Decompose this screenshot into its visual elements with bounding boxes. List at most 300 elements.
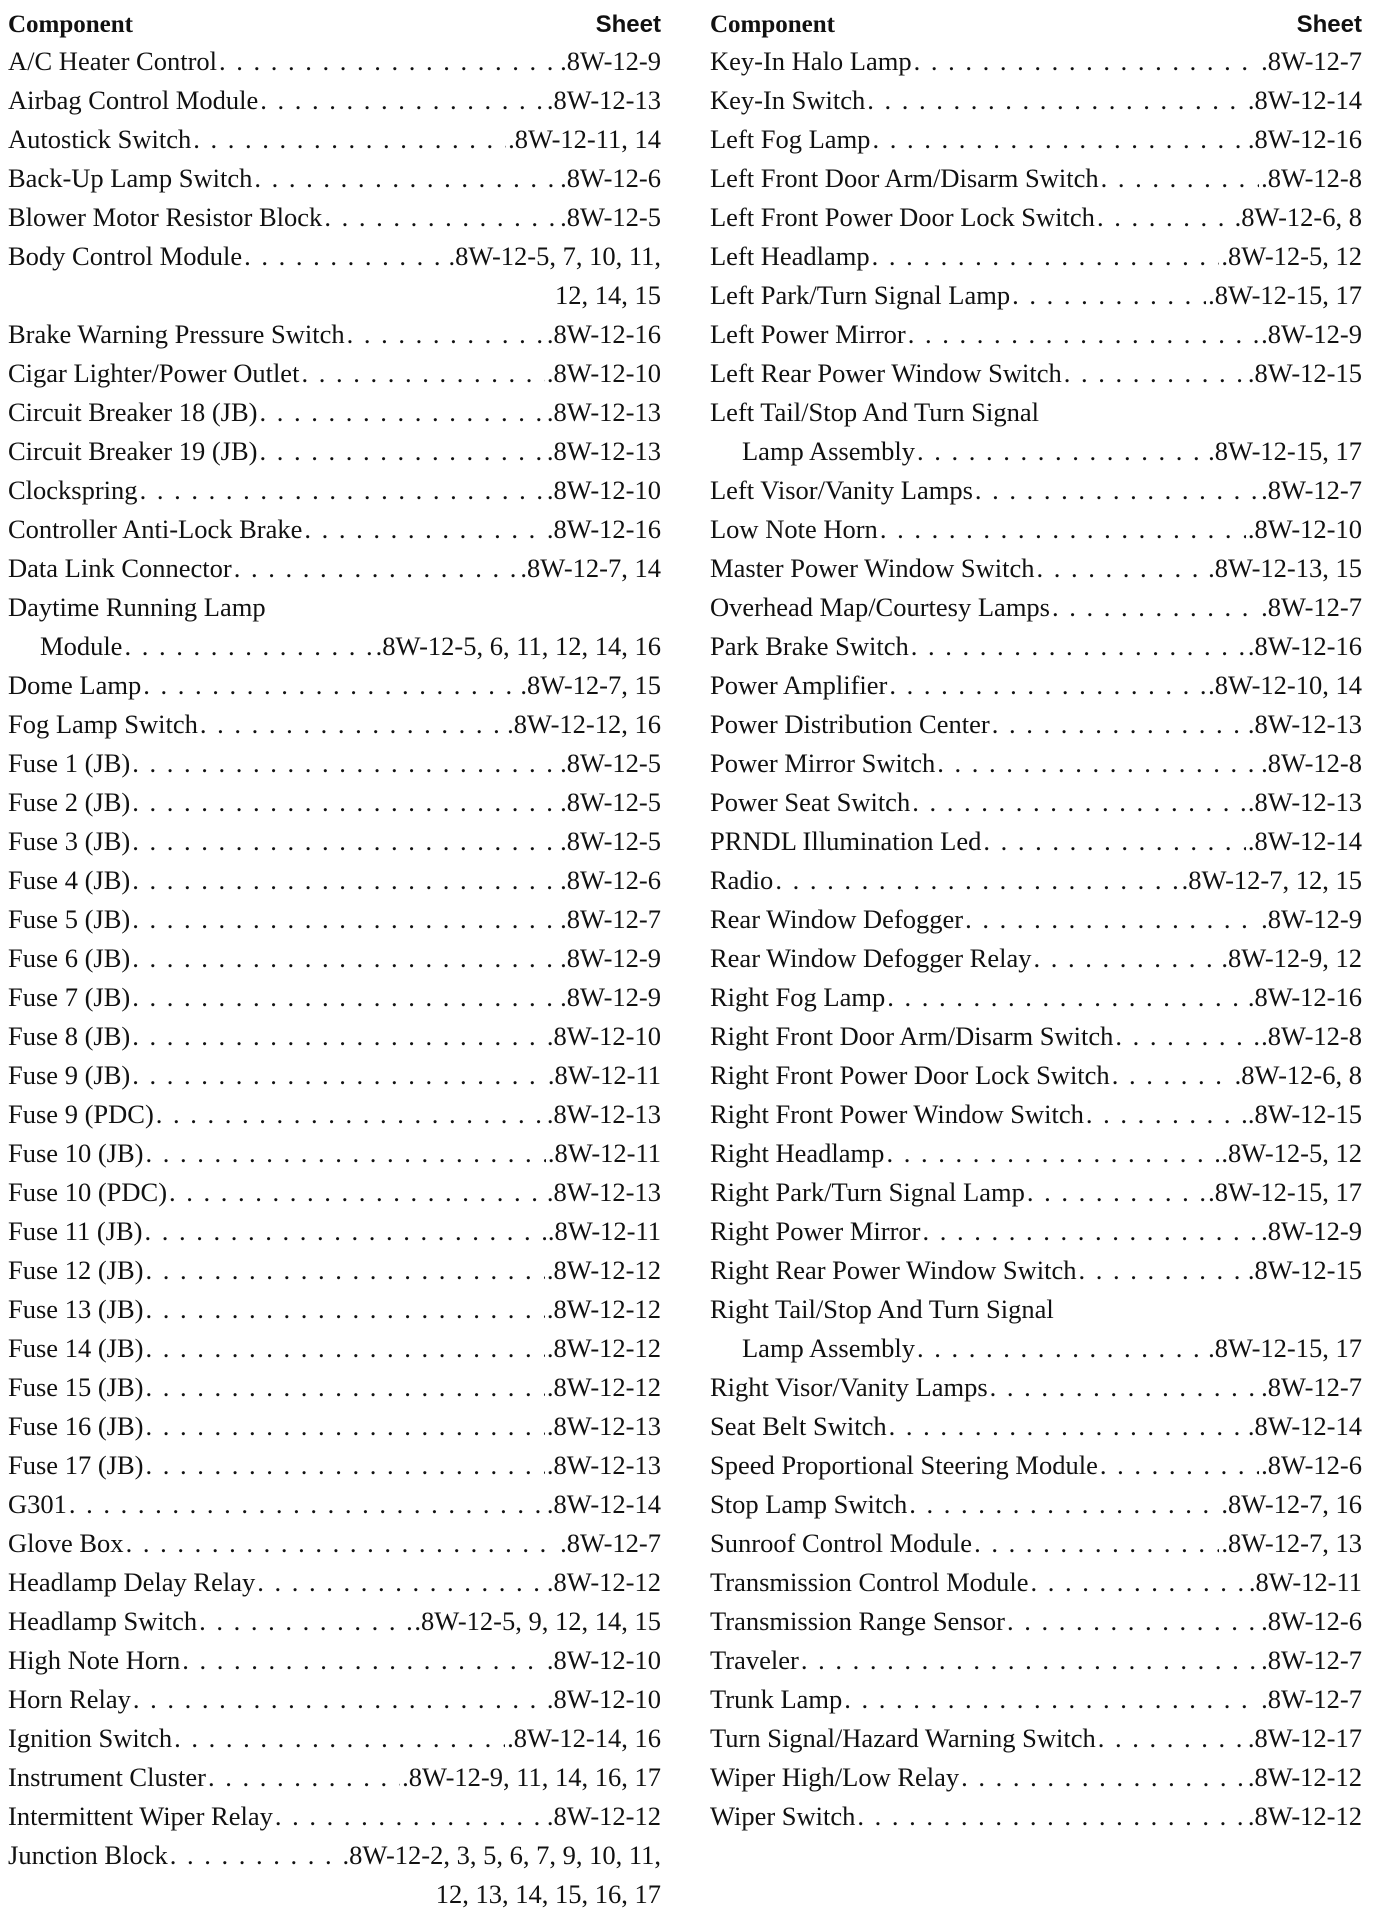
dot-leader — [1031, 1567, 1247, 1598]
component-name: A/C Heater Control — [8, 46, 218, 76]
sheet-reference: .8W-12-15, 17 — [1208, 436, 1362, 466]
component-name: High Note Horn — [8, 1645, 181, 1675]
dot-leader — [914, 46, 1260, 77]
component-name: Lamp Assembly — [742, 1333, 915, 1363]
index-entry — [8, 818, 661, 857]
sheet-reference: .8W-12-6 — [560, 163, 661, 193]
component-name: Lamp Assembly — [742, 436, 915, 466]
dot-leader — [347, 319, 545, 350]
index-entry — [8, 1052, 661, 1091]
component-name: Left Front Power Door Lock Switch — [710, 202, 1095, 232]
component-name: Wiper High/Low Relay — [710, 1762, 960, 1792]
component-name: Fuse 6 (JB) — [8, 943, 131, 973]
index-entry — [710, 155, 1362, 194]
sheet-reference: .8W-12-15, 17 — [1208, 280, 1362, 310]
dot-leader — [304, 514, 545, 545]
index-entry — [710, 1481, 1362, 1520]
dot-leader — [872, 124, 1245, 155]
index-entry — [710, 1130, 1362, 1169]
component-name: Rear Window Defogger Relay — [710, 943, 1032, 973]
index-entry — [710, 818, 1362, 857]
dot-leader — [1078, 1255, 1245, 1286]
dot-leader — [974, 1528, 1219, 1559]
component-name: Autostick Switch — [8, 124, 192, 154]
index-entry — [710, 467, 1362, 506]
dot-leader — [132, 787, 558, 818]
component-name: Circuit Breaker 19 (JB) — [8, 436, 258, 466]
sheet-reference: .8W-12-5, 7, 10, 11, — [448, 241, 661, 271]
component-name: Power Mirror Switch — [710, 748, 936, 778]
dot-leader — [1012, 280, 1206, 311]
component-name: Junction Block — [8, 1840, 168, 1870]
sheet-reference: .8W-12-7 — [1261, 1372, 1362, 1402]
dot-leader — [200, 709, 505, 740]
index-entry — [710, 1325, 1362, 1364]
left-column — [8, 6, 661, 1910]
index-entry — [8, 155, 661, 194]
dot-leader — [908, 319, 1259, 350]
sheet-reference: .8W-12-5, 9, 12, 14, 15 — [414, 1606, 661, 1636]
component-name: Fuse 8 (JB) — [8, 1021, 131, 1051]
sheet-reference: .8W-12-12 — [546, 1294, 661, 1324]
component-name: Power Seat Switch — [710, 787, 911, 817]
index-entry — [710, 272, 1362, 311]
sheet-reference: .8W-12-12 — [1247, 1762, 1362, 1792]
right-column-header — [710, 6, 1362, 38]
component-name: Rear Window Defogger — [710, 904, 964, 934]
sheet-reference: .8W-12-5 — [560, 202, 661, 232]
dot-leader — [145, 1372, 544, 1403]
index-entry — [710, 506, 1362, 545]
component-name: Fuse 3 (JB) — [8, 826, 131, 856]
sheet-reference: .8W-12-13 — [546, 85, 661, 115]
sheet-reference-continuation: 12, 14, 15 — [555, 280, 661, 310]
dot-leader — [193, 124, 506, 155]
index-entry — [8, 38, 661, 77]
component-name: Right Front Door Arm/Disarm Switch — [710, 1021, 1114, 1051]
sheet-reference: .8W-12-5 — [560, 826, 661, 856]
component-name: Right Rear Power Window Switch — [710, 1255, 1077, 1285]
index-entry — [8, 779, 661, 818]
index-entry — [710, 896, 1362, 935]
index-entry — [8, 1598, 661, 1637]
index-entry — [710, 623, 1362, 662]
component-name: Fuse 13 (JB) — [8, 1294, 144, 1324]
sheet-heading: Sheet — [1296, 11, 1362, 38]
dot-leader — [801, 1645, 1259, 1676]
component-name: Ignition Switch — [8, 1723, 173, 1753]
dot-leader — [145, 1294, 544, 1325]
sheet-reference: .8W-12-5, 6, 11, 12, 14, 16 — [375, 631, 661, 661]
component-name: Fuse 5 (JB) — [8, 904, 131, 934]
component-name: Seat Belt Switch — [710, 1411, 887, 1441]
dot-leader — [132, 904, 558, 935]
dot-leader — [145, 1333, 544, 1364]
dot-leader — [219, 46, 558, 77]
dot-leader — [937, 748, 1259, 779]
sheet-reference: .8W-12-16 — [546, 319, 661, 349]
index-entry — [8, 1286, 661, 1325]
component-name: Controller Anti-Lock Brake — [8, 514, 303, 544]
component-name: Fuse 12 (JB) — [8, 1255, 144, 1285]
component-name: Low Note Horn — [710, 514, 878, 544]
dot-leader — [133, 1684, 545, 1715]
index-entry — [8, 1481, 661, 1520]
component-name: Cigar Lighter/Power Outlet — [8, 358, 300, 388]
component-name: Fuse 2 (JB) — [8, 787, 131, 817]
index-entry — [8, 506, 661, 545]
sheet-reference: .8W-12-10 — [546, 1021, 661, 1051]
dot-leader — [775, 865, 1179, 896]
dot-leader — [975, 475, 1259, 506]
dot-leader — [170, 1840, 341, 1871]
index-entry — [710, 116, 1362, 155]
dot-leader — [844, 1684, 1259, 1715]
dot-leader — [886, 1138, 1219, 1169]
sheet-reference: .8W-12-9 — [560, 46, 661, 76]
sheet-reference: .8W-12-7 — [560, 1528, 661, 1558]
dot-leader — [867, 85, 1246, 116]
dot-leader — [1007, 1606, 1259, 1637]
dot-leader — [144, 1216, 545, 1247]
component-name: Key-In Halo Lamp — [710, 46, 912, 76]
sheet-reference: .8W-12-12 — [546, 1255, 661, 1285]
index-entry — [8, 1754, 661, 1793]
dot-leader — [961, 1762, 1246, 1793]
index-entry — [8, 1637, 661, 1676]
index-entry — [8, 389, 661, 428]
sheet-reference: .8W-12-7 — [1261, 46, 1362, 76]
dot-leader — [880, 514, 1246, 545]
index-entry — [8, 545, 661, 584]
index-entry — [8, 1247, 661, 1286]
index-entry — [710, 584, 1362, 623]
component-name: Fuse 16 (JB) — [8, 1411, 144, 1441]
index-entry — [710, 428, 1362, 467]
dot-leader — [145, 1255, 544, 1286]
index-entry — [710, 1442, 1362, 1481]
component-heading: Component — [8, 11, 134, 38]
component-name: Fuse 10 (JB) — [8, 1138, 144, 1168]
index-entry — [710, 1364, 1362, 1403]
index-entry — [8, 896, 661, 935]
component-name: Stop Lamp Switch — [710, 1489, 908, 1519]
sheet-reference: .8W-12-7, 12, 15 — [1181, 865, 1362, 895]
component-name: Power Distribution Center — [710, 709, 990, 739]
sheet-reference: .8W-12-7, 14 — [520, 553, 661, 583]
dot-leader — [132, 1021, 545, 1052]
component-name: Trunk Lamp — [710, 1684, 843, 1714]
index-entry — [8, 1832, 661, 1871]
dot-leader — [1097, 202, 1233, 233]
sheet-reference: .8W-12-13 — [1247, 787, 1362, 817]
sheet-reference: .8W-12-14 — [1247, 826, 1362, 856]
component-name: Fuse 11 (JB) — [8, 1216, 143, 1246]
dot-leader — [132, 1060, 546, 1091]
component-name: Fuse 7 (JB) — [8, 982, 131, 1012]
index-entry — [710, 545, 1362, 584]
sheet-heading: Sheet — [595, 11, 661, 38]
component-name: Fuse 1 (JB) — [8, 748, 131, 778]
component-name: Fuse 10 (PDC) — [8, 1177, 168, 1207]
component-heading: Component — [710, 11, 836, 38]
index-entry — [710, 1715, 1362, 1754]
dot-leader — [259, 436, 544, 467]
component-name: Left Tail/Stop And Turn Signal — [710, 397, 1039, 427]
dot-leader — [1052, 592, 1259, 623]
component-name: Fuse 9 (PDC) — [8, 1099, 154, 1129]
index-entry — [710, 1091, 1362, 1130]
dot-leader — [126, 1528, 559, 1559]
component-name: Left Rear Power Window Switch — [710, 358, 1062, 388]
component-name: Glove Box — [8, 1528, 124, 1558]
sheet-reference: .8W-12-10 — [1247, 514, 1362, 544]
index-entry — [8, 1442, 661, 1481]
component-name: Back-Up Lamp Switch — [8, 163, 253, 193]
sheet-reference: .8W-12-5 — [560, 748, 661, 778]
component-name: Key-In Switch — [710, 85, 866, 115]
index-entry — [710, 1208, 1362, 1247]
dot-leader — [1098, 1723, 1246, 1754]
component-name: Circuit Breaker 18 (JB) — [8, 397, 258, 427]
dot-leader — [917, 1333, 1206, 1364]
index-entry — [8, 974, 661, 1013]
sheet-reference: .8W-12-10 — [546, 475, 661, 505]
dot-leader — [145, 1450, 544, 1481]
dot-leader — [872, 241, 1220, 272]
index-entry — [8, 1520, 661, 1559]
sheet-reference: .8W-12-8 — [1261, 748, 1362, 778]
sheet-reference: .8W-12-16 — [1247, 982, 1362, 1012]
component-name: Fuse 17 (JB) — [8, 1450, 144, 1480]
sheet-reference: .8W-12-12 — [546, 1567, 661, 1597]
dot-leader — [208, 1762, 400, 1793]
index-entry — [710, 1247, 1362, 1286]
dot-leader — [1115, 1021, 1259, 1052]
index-entry — [8, 1169, 661, 1208]
index-entry — [8, 1013, 661, 1052]
sheet-reference: .8W-12-6 — [560, 865, 661, 895]
index-entry — [710, 857, 1362, 896]
dot-leader — [911, 631, 1246, 662]
component-name: Wiper Switch — [710, 1801, 856, 1831]
dot-leader — [1086, 1099, 1246, 1130]
sheet-reference: .8W-12-12 — [546, 1801, 661, 1831]
dot-leader — [990, 1372, 1260, 1403]
sheet-reference: .8W-12-14 — [546, 1489, 661, 1519]
index-entry — [710, 1403, 1362, 1442]
sheet-reference: .8W-12-8 — [1261, 163, 1362, 193]
sheet-reference: .8W-12-15 — [1247, 1255, 1362, 1285]
component-name: Fuse 14 (JB) — [8, 1333, 144, 1363]
index-entry — [710, 1520, 1362, 1559]
component-name: Fog Lamp Switch — [8, 709, 198, 739]
sheet-reference: .8W-12-2, 3, 5, 6, 7, 9, 10, 11, — [342, 1840, 661, 1870]
component-name: Speed Proportional Steering Module — [710, 1450, 1098, 1480]
index-entry — [8, 194, 661, 233]
sheet-reference: .8W-12-12 — [546, 1372, 661, 1402]
sheet-reference: .8W-12-11 — [547, 1216, 661, 1246]
sheet-reference: .8W-12-9, 11, 14, 16, 17 — [402, 1762, 661, 1792]
sheet-reference: .8W-12-16 — [546, 514, 661, 544]
index-entry — [8, 116, 661, 155]
dot-leader — [1027, 1177, 1206, 1208]
left-entry-list — [8, 38, 661, 1910]
sheet-reference: .8W-12-9 — [1261, 904, 1362, 934]
index-entry — [710, 740, 1362, 779]
component-name: Right Visor/Vanity Lamps — [710, 1372, 988, 1402]
index-entry — [710, 311, 1362, 350]
dot-leader — [257, 1567, 545, 1598]
component-name: Fuse 4 (JB) — [8, 865, 131, 895]
dot-leader — [857, 1801, 1246, 1832]
sheet-reference: .8W-12-6 — [1261, 1450, 1362, 1480]
index-entry — [710, 1793, 1362, 1832]
index-entry — [8, 233, 661, 272]
index-entry — [710, 935, 1362, 974]
right-entry-list — [710, 38, 1362, 1832]
index-entry — [8, 1364, 661, 1403]
dot-leader — [169, 1177, 545, 1208]
sheet-reference: .8W-12-5 — [560, 787, 661, 817]
component-name: Right Power Mirror — [710, 1216, 921, 1246]
sheet-reference: .8W-12-11 — [1248, 1567, 1362, 1597]
sheet-reference: .8W-12-6, 8 — [1234, 202, 1362, 232]
index-entry — [8, 1793, 661, 1832]
dot-leader — [124, 631, 373, 662]
component-name: Right Front Power Window Switch — [710, 1099, 1084, 1129]
sheet-reference: .8W-12-14, 16 — [507, 1723, 661, 1753]
sheet-reference: .8W-12-5, 12 — [1221, 1138, 1362, 1168]
sheet-reference: .8W-12-13 — [546, 1411, 661, 1441]
component-name: PRNDL Illumination Led — [710, 826, 982, 856]
dot-leader — [1037, 553, 1207, 584]
index-entry — [710, 779, 1362, 818]
index-entry — [710, 77, 1362, 116]
dot-leader — [983, 826, 1246, 857]
sheet-reference: .8W-12-7 — [560, 904, 661, 934]
sheet-reference: .8W-12-9 — [560, 943, 661, 973]
sheet-reference: .8W-12-7 — [1261, 1684, 1362, 1714]
sheet-reference: .8W-12-16 — [1247, 631, 1362, 661]
dot-leader — [1101, 163, 1260, 194]
sheet-reference: .8W-12-15, 17 — [1208, 1333, 1362, 1363]
sheet-reference: .8W-12-8 — [1261, 1021, 1362, 1051]
index-entry — [8, 1676, 661, 1715]
right-column — [710, 6, 1362, 1832]
index-entry — [710, 974, 1362, 1013]
dot-leader — [244, 241, 446, 272]
dot-leader — [1064, 358, 1246, 389]
component-name: Left Power Mirror — [710, 319, 906, 349]
index-entry — [8, 584, 661, 623]
component-name: Intermittent Wiper Relay — [8, 1801, 273, 1831]
component-name: Right Fog Lamp — [710, 982, 886, 1012]
component-name: Headlamp Delay Relay — [8, 1567, 256, 1597]
index-entry — [710, 389, 1362, 428]
index-entry — [710, 701, 1362, 740]
sheet-reference: .8W-12-13 — [546, 436, 661, 466]
index-entry — [710, 1169, 1362, 1208]
component-name: Left Headlamp — [710, 241, 870, 271]
sheet-reference: .8W-12-7, 16 — [1221, 1489, 1362, 1519]
dot-leader — [254, 163, 558, 194]
dot-leader — [132, 982, 558, 1013]
dot-leader — [143, 670, 518, 701]
component-name: Transmission Control Module — [710, 1567, 1029, 1597]
index-entry — [8, 1559, 661, 1598]
component-name: Airbag Control Module — [8, 85, 259, 115]
dot-leader — [69, 1489, 545, 1520]
index-entry — [710, 194, 1362, 233]
component-name: Park Brake Switch — [710, 631, 909, 661]
index-entry — [8, 1715, 661, 1754]
dot-leader — [259, 397, 544, 428]
component-name: Left Fog Lamp — [710, 124, 871, 154]
index-entry — [8, 1091, 661, 1130]
index-entry — [8, 350, 661, 389]
dot-leader — [889, 670, 1206, 701]
sheet-reference: .8W-12-9 — [1261, 1216, 1362, 1246]
index-entry — [8, 662, 661, 701]
sheet-reference: .8W-12-11, 14 — [508, 124, 661, 154]
sheet-reference: .8W-12-12 — [546, 1333, 661, 1363]
component-name: Data Link Connector — [8, 553, 232, 583]
dot-leader — [909, 1489, 1219, 1520]
index-entry — [8, 1325, 661, 1364]
dot-leader — [912, 787, 1246, 818]
component-name: Transmission Range Sensor — [710, 1606, 1005, 1636]
sheet-reference: .8W-12-7, 15 — [520, 670, 661, 700]
component-name: Daytime Running Lamp — [8, 592, 266, 622]
sheet-reference: .8W-12-11 — [547, 1060, 661, 1090]
index-entry — [8, 623, 661, 662]
component-name: Power Amplifier — [710, 670, 888, 700]
sheet-reference: .8W-12-16 — [1247, 124, 1362, 154]
component-name: Right Tail/Stop And Turn Signal — [710, 1294, 1054, 1324]
sheet-reference: .8W-12-7 — [1261, 1645, 1362, 1675]
dot-leader — [174, 1723, 505, 1754]
sheet-reference-continuation: 12, 13, 14, 15, 16, 17 — [435, 1879, 661, 1909]
sheet-reference: .8W-12-13 — [546, 1450, 661, 1480]
index-entry — [710, 1052, 1362, 1091]
dot-leader — [1034, 943, 1220, 974]
component-name: Instrument Cluster — [8, 1762, 206, 1792]
component-name: Left Visor/Vanity Lamps — [710, 475, 973, 505]
index-entry — [710, 350, 1362, 389]
index-entry — [710, 1637, 1362, 1676]
sheet-reference: .8W-12-13 — [1247, 709, 1362, 739]
dot-leader — [992, 709, 1246, 740]
component-name: Right Park/Turn Signal Lamp — [710, 1177, 1025, 1207]
component-name: G301 — [8, 1489, 67, 1519]
dot-leader — [1100, 1450, 1259, 1481]
sheet-reference: .8W-12-13 — [546, 1099, 661, 1129]
sheet-reference: .8W-12-7 — [1261, 475, 1362, 505]
index-entry — [8, 857, 661, 896]
index-entry — [710, 1598, 1362, 1637]
component-name: Horn Relay — [8, 1684, 131, 1714]
component-name: Headlamp Switch — [8, 1606, 198, 1636]
sheet-reference: .8W-12-11 — [547, 1138, 661, 1168]
index-entry — [8, 1208, 661, 1247]
dot-leader — [145, 1138, 545, 1169]
component-name: Fuse 15 (JB) — [8, 1372, 144, 1402]
component-name: Fuse 9 (JB) — [8, 1060, 131, 1090]
sheet-reference: .8W-12-15 — [1247, 1099, 1362, 1129]
component-name: Left Front Door Arm/Disarm Switch — [710, 163, 1099, 193]
sheet-reference: .8W-12-10 — [546, 358, 661, 388]
